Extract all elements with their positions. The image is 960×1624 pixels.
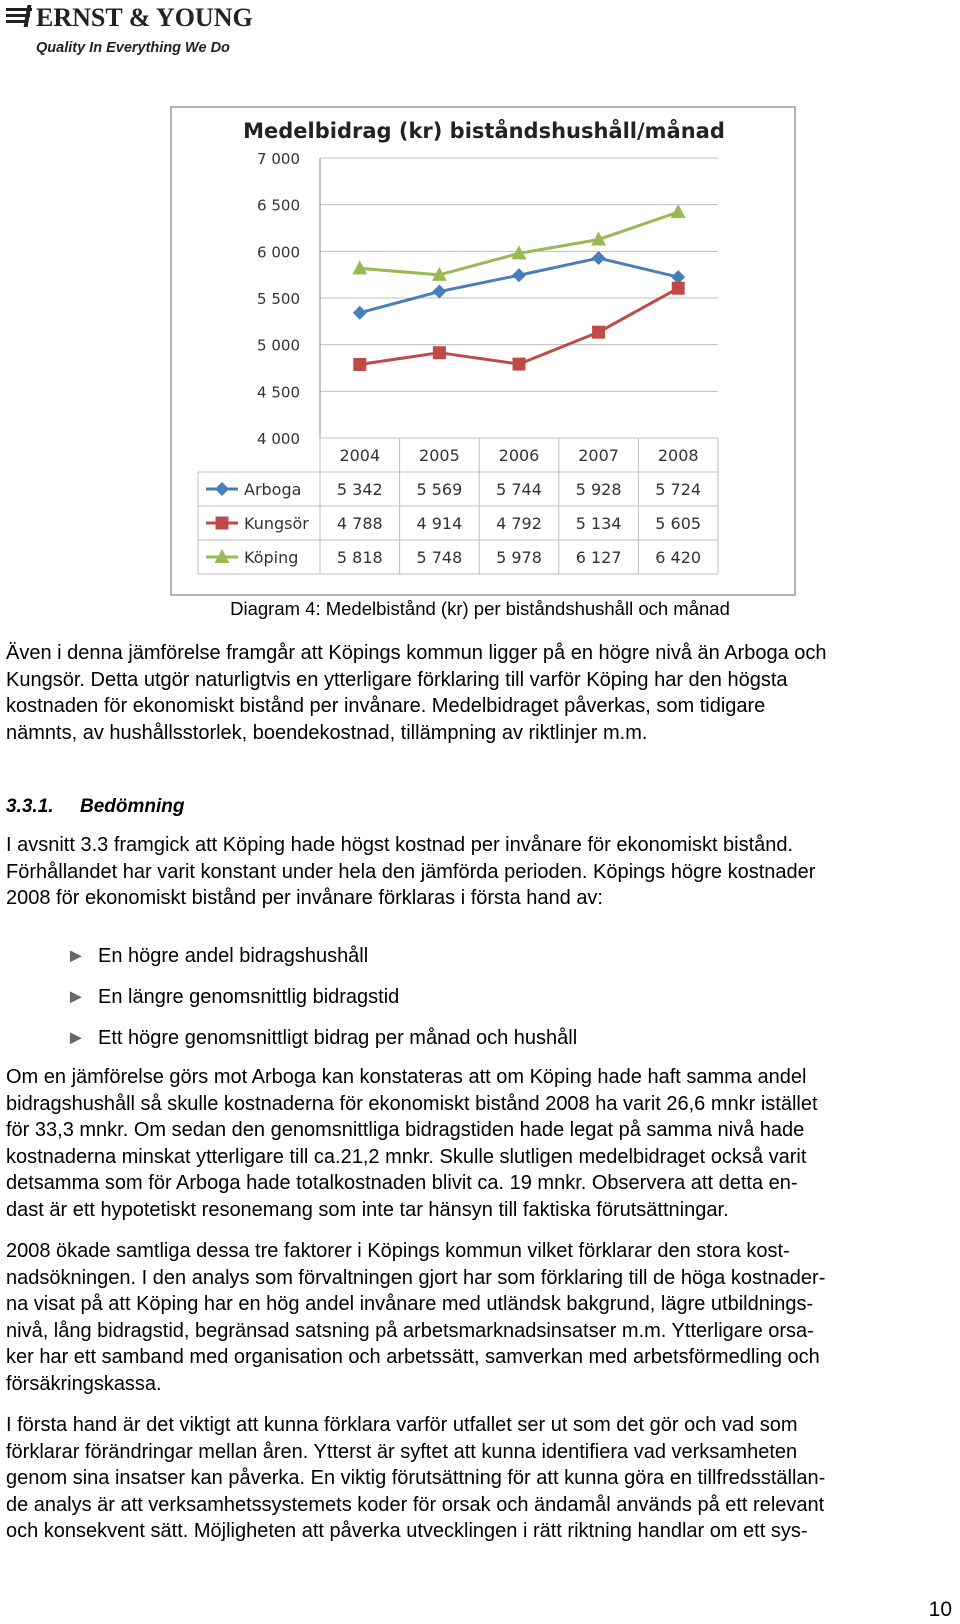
table-value: 5 724 — [655, 480, 702, 499]
text-line: de analys är att verksamhetssystemets koder för orsak och ändamål används på ett relevant — [6, 1493, 825, 1516]
chart-container — [170, 106, 796, 596]
bullet-text: En högre andel bidragshushåll — [98, 945, 369, 967]
paragraph-3 — [6, 1064, 956, 1224]
text-line: I avsnitt 3.3 framgick att Köping hade högst kostnad per invånare för ekonomiskt bistånd. — [6, 834, 794, 856]
data-point — [353, 358, 366, 371]
legend-label: Köping — [244, 548, 299, 567]
data-point — [513, 358, 526, 371]
data-point — [432, 285, 446, 299]
x-category-label: 2006 — [498, 446, 540, 465]
text-line: ker har ett samband med organisation och arbetssätt, samverkan med arbetsförmedling och — [6, 1346, 820, 1369]
triangle-bullet-icon: ► — [66, 1027, 86, 1049]
table-value: 4 792 — [496, 514, 542, 533]
text-line: kostnaden för ekonomiskt bistånd per invånare. Medelbidraget påverkas, som tidigare — [6, 695, 766, 718]
text-line: förklarar förändringar mellan åren. Ytterst är syftet att kunna identifiera vad verksamheten — [6, 1440, 798, 1463]
table-value: 5 744 — [496, 480, 542, 499]
text-line: kostnaderna minskat ytterligare till ca.21,2 mnkr. Skulle slutligen medelbidraget också varit — [6, 1145, 807, 1168]
page-number: 10 — [928, 1598, 952, 1621]
data-point — [433, 346, 446, 359]
text-line: Förhållandet har varit konstant under hela den jämförda perioden. Köpings högre kostnader — [6, 860, 816, 883]
data-point — [512, 268, 526, 282]
paragraph-2 — [6, 832, 956, 912]
line-chart — [172, 108, 794, 594]
data-point — [671, 204, 686, 218]
logo-mark-icon — [6, 5, 32, 27]
paragraph-1 — [6, 640, 956, 746]
table-value: 6 420 — [655, 548, 702, 567]
table-value: 5 978 — [496, 548, 542, 567]
bullet-text: En längre genomsnittlig bidragstid — [98, 986, 400, 1008]
section-title: Bedömning — [80, 796, 185, 817]
legend-marker — [216, 517, 229, 530]
table-value: 5 342 — [336, 480, 383, 499]
table-value: 4 914 — [416, 514, 463, 533]
logo-tagline-text: Quality In Everything We Do — [36, 40, 230, 56]
text-line: 2008 för ekonomiskt bistånd per invånare förklaras i första hand av: — [6, 887, 603, 910]
text-line: Även i denna jämförelse framgår att Köpings kommun ligger på en högre nivå än Arboga och — [6, 642, 827, 664]
section-heading — [6, 796, 185, 818]
legend-label: Arboga — [244, 480, 302, 499]
text-line: genom sina insatser kan påverka. En viktig förutsättning för att kunna göra en tillfredsställan- — [6, 1467, 826, 1490]
text-line: I första hand är det viktigt att kunna förklara varför utfallet ser ut som det gör och vad som — [6, 1414, 798, 1436]
data-point — [592, 251, 606, 265]
section-number: 3.3.1. — [6, 796, 54, 817]
table-value: 5 748 — [416, 548, 463, 567]
y-tick-label: 4 500 — [257, 383, 300, 402]
x-category-label: 2008 — [657, 446, 699, 465]
y-tick-label: 4 000 — [257, 430, 300, 448]
series-line-arboga — [360, 258, 678, 313]
text-line: Kungsör. Detta utgör naturligtvis en ytterligare förklaring till varför Köping har den högsta — [6, 668, 788, 691]
text-line: 2008 ökade samtliga dessa tre faktorer i Köpings kommun vilket förklarar den stora kost- — [6, 1240, 790, 1262]
text-line: nivå, lång bidragstid, begränsad satsning på arbetsmarknadsinsatser m.m. Ytterligare orsa- — [6, 1319, 814, 1342]
bullet-item — [66, 1025, 577, 1051]
y-tick-label: 5 000 — [257, 336, 300, 355]
text-line: nämnts, av hushållsstorlek, boendekostnad, tillämpning av riktlinjer m.m. — [6, 721, 648, 744]
text-line: dast är ett hypotetiskt resonemang som inte tar hänsyn till faktiska förutsättningar. — [6, 1198, 729, 1221]
y-tick-label: 7 000 — [257, 150, 300, 168]
text-line: bidragshushåll så skulle kostnaderna för ekonomiskt bistånd 2008 ha varit 26,6 mnkr istället — [6, 1092, 818, 1115]
triangle-bullet-icon: ► — [66, 986, 86, 1008]
text-line: detsamma som för Arboga hade totalkostnaden blivit ca. 19 mnkr. Observera att detta en- — [6, 1172, 798, 1195]
y-tick-label: 6 000 — [257, 243, 300, 262]
bullet-item — [66, 943, 368, 969]
x-category-label: 2005 — [419, 446, 460, 465]
bullet-text: Ett högre genomsnittligt bidrag per månad och hushåll — [98, 1027, 578, 1049]
table-value: 5 605 — [655, 514, 702, 533]
paragraph-4 — [6, 1238, 956, 1398]
logo-company-text: ERNST & YOUNG — [36, 3, 253, 32]
paragraph-5 — [6, 1412, 956, 1545]
y-tick-label: 5 500 — [257, 290, 300, 308]
table-value: 5 134 — [575, 514, 622, 533]
table-value: 4 788 — [336, 514, 383, 533]
bullet-item — [66, 984, 399, 1010]
table-value: 5 928 — [575, 480, 622, 499]
table-value: 5 818 — [336, 548, 383, 567]
table-value: 5 569 — [416, 480, 463, 499]
text-line: na visat på att Köping har en hög andel invånare med utländsk bakgrund, lägre utbildnings- — [6, 1293, 814, 1316]
text-line: Om en jämförelse görs mot Arboga kan konstateras att om Köping hade haft samma andel — [6, 1066, 807, 1088]
figure-caption: Diagram 4: Medelbistånd (kr) per biståndshushåll och månad — [230, 598, 730, 619]
text-line: och konsekvent sätt. Möjligheten att påverka utvecklingen i rätt riktning handlar om ett sys- — [6, 1520, 808, 1543]
legend-label: Kungsör — [244, 514, 309, 533]
ernst-young-logo — [4, 2, 264, 58]
data-point — [592, 326, 605, 339]
text-line: nadsökningen. I den analys som förvaltningen gjort har som förklaring till de höga kostnader- — [6, 1266, 826, 1289]
chart-title: Medelbidrag (kr) biståndshushåll/månad — [243, 119, 725, 143]
data-point — [672, 282, 685, 295]
triangle-bullet-icon: ► — [66, 945, 86, 967]
x-category-label: 2004 — [339, 446, 381, 465]
text-line: försäkringskassa. — [6, 1372, 162, 1395]
table-value: 6 127 — [575, 548, 622, 567]
legend-marker — [215, 482, 229, 496]
text-line: för 33,3 mnkr. Om sedan den genomsnittliga bidragstiden hade legat på samma nivå hade — [6, 1119, 805, 1142]
data-point — [353, 306, 367, 320]
y-tick-label: 6 500 — [257, 196, 300, 215]
x-category-label: 2007 — [578, 446, 619, 465]
